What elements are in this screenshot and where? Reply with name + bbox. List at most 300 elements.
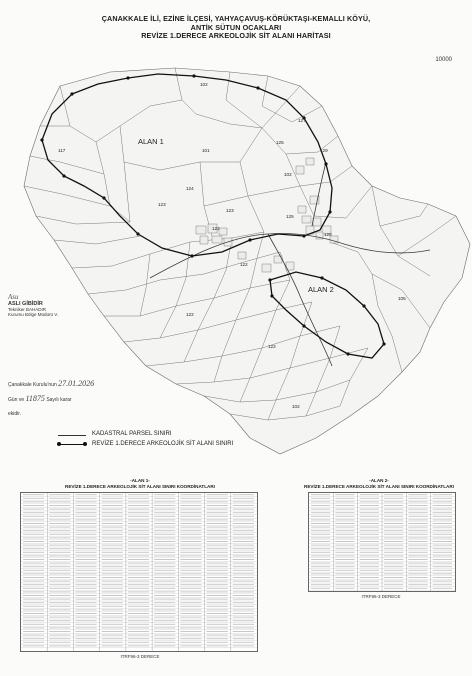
table-cell-text-placeholder [49,512,70,513]
table-cell-text-placeholder [102,627,123,628]
table-cell-text-placeholder [207,602,228,603]
table-cell-text-placeholder [207,494,228,495]
table-cell-text-placeholder [180,516,201,517]
table-cell-text-placeholder [23,530,44,531]
table-cell-text-placeholder [128,595,149,596]
table-cell-text-placeholder [384,548,403,549]
table-cell-text-placeholder [433,534,452,535]
legend-parcel-line-swatch [58,435,86,436]
table-cell-text-placeholder [75,545,96,546]
table-cell-text-placeholder [128,534,149,535]
table-cell-text-placeholder [180,581,201,582]
alan-1-table-title [40,478,240,490]
table-cell-text-placeholder [102,613,123,614]
table-cell-text-placeholder [75,512,96,513]
table-cell-text-placeholder [408,563,427,564]
table-cell-text-placeholder [311,563,330,564]
table-cell-text-placeholder [233,599,254,600]
parcel-number: 102 [284,172,292,177]
table-cell-text-placeholder [154,530,175,531]
table-cell-text-placeholder [207,559,228,560]
table-cell-text-placeholder [180,501,201,502]
table-cell-text-placeholder [102,494,123,495]
table-cell-text-placeholder [154,642,175,643]
table-cell-text-placeholder [384,505,403,506]
table-cell-text-placeholder [207,512,228,513]
table-cell-text-placeholder [360,509,379,510]
parcel-number: 125 [276,140,284,145]
table-cell-text-placeholder [433,545,452,546]
table-cell-text-placeholder [128,512,149,513]
table-cell-text-placeholder [360,537,379,538]
legend-parcel-label: KADASTRAL PARSEL SINIRI [92,431,172,437]
table-cell-text-placeholder [335,552,354,553]
table-cell-text-placeholder [23,624,44,625]
parcel-number: 129 [320,148,328,153]
table-cell-text-placeholder [23,613,44,614]
table-cell-text-placeholder [335,516,354,517]
table-cell-text-placeholder [233,505,254,506]
table-cell-text-placeholder [408,588,427,589]
table-cell-text-placeholder [102,591,123,592]
table-cell-text-placeholder [128,555,149,556]
table-cell-text-placeholder [49,534,70,535]
table-cell-text-placeholder [49,620,70,621]
table-cell-text-placeholder [23,523,44,524]
table-cell-text-placeholder [311,548,330,549]
table-cell-text-placeholder [384,519,403,520]
table-cell-text-placeholder [102,624,123,625]
table-cell-text-placeholder [408,534,427,535]
table-cell-text-placeholder [207,530,228,531]
approval-prefix: Çanakkale Kurulu'nun [8,382,57,388]
table-cell-text-placeholder [311,537,330,538]
table-cell-text-placeholder [207,645,228,646]
table-cell-text-placeholder [433,530,452,531]
sheet-title-line-3: REVİZE 1.DERECE ARKEOLOJİK SİT ALANI HARİTASI [141,31,331,40]
table-cell-text-placeholder [233,570,254,571]
table-cell-text-placeholder [154,581,175,582]
table-cell-text-placeholder [102,555,123,556]
parcel-number: 128 [324,232,332,237]
table-cell-text-placeholder [207,595,228,596]
table-cell-text-placeholder [408,541,427,542]
table-cell-text-placeholder [154,509,175,510]
table-cell-text-placeholder [207,620,228,621]
table-cell-text-placeholder [335,584,354,585]
table-cell-text-placeholder [207,570,228,571]
table-cell-text-placeholder [360,494,379,495]
alan-2-table-grid [309,493,455,591]
table-cell-text-placeholder [207,566,228,567]
area-label-alan-2: ALAN 2 [308,285,334,294]
table-cell-text-placeholder [75,530,96,531]
table-cell-text-placeholder [154,555,175,556]
table-cell-text-placeholder [384,566,403,567]
table-cell-text-placeholder [433,541,452,542]
table-cell-text-placeholder [128,505,149,506]
table-cell-text-placeholder [128,570,149,571]
table-cell-text-placeholder [433,555,452,556]
table-cell-text-placeholder [335,563,354,564]
table-cell-text-placeholder [335,541,354,542]
table-cell-text-placeholder [384,570,403,571]
table-cell-text-placeholder [102,552,123,553]
table-cell-text-placeholder [360,588,379,589]
table-cell-text-placeholder [23,635,44,636]
table-cell-text-placeholder [180,613,201,614]
table-cell-text-placeholder [128,527,149,528]
table-cell-text-placeholder [233,523,254,524]
table-cell-text-placeholder [154,534,175,535]
legend-item-parcel [58,431,378,441]
table-cell-text-placeholder [207,631,228,632]
table-cell-text-placeholder [408,577,427,578]
table-cell-text-placeholder [180,595,201,596]
table-cell-text-placeholder [433,563,452,564]
table-cell-text-placeholder [23,577,44,578]
table-cell-text-placeholder [384,552,403,553]
table-cell-text-placeholder [433,519,452,520]
parcel-number: 102 [200,82,208,87]
table-cell-text-placeholder [49,516,70,517]
table-cell-text-placeholder [102,609,123,610]
table-cell-text-placeholder [23,631,44,632]
table-cell-text-placeholder [433,588,452,589]
table-cell-text-placeholder [49,527,70,528]
table-cell-text-placeholder [384,501,403,502]
table-cell-text-placeholder [335,577,354,578]
table-cell-text-placeholder [311,494,330,495]
table-cell-text-placeholder [49,577,70,578]
table-cell-text-placeholder [335,509,354,510]
table-cell-text-placeholder [360,534,379,535]
parcel-number: 122 [212,226,220,231]
table-cell-text-placeholder [311,541,330,542]
table-cell-text-placeholder [75,501,96,502]
table-cell-text-placeholder [23,501,44,502]
table-cell-text-placeholder [360,566,379,567]
table-cell-text-placeholder [207,624,228,625]
table-cell-text-placeholder [180,530,201,531]
parcel-number: 123 [226,208,234,213]
table-cell-text-placeholder [408,584,427,585]
table-cell-text-placeholder [102,512,123,513]
table-cell-text-placeholder [128,537,149,538]
table-cell-text-placeholder [154,595,175,596]
table-cell-text-placeholder [102,537,123,538]
approval-decision-number: 11875 [25,394,45,403]
table-cell-text-placeholder [311,584,330,585]
table-cell-text-placeholder [207,555,228,556]
table-cell-text-placeholder [360,559,379,560]
table-cell-text-placeholder [207,527,228,528]
table-cell-text-placeholder [23,519,44,520]
table-cell-text-placeholder [233,530,254,531]
table-cell-text-placeholder [154,494,175,495]
table-cell-text-placeholder [207,635,228,636]
table-cell-text-placeholder [311,505,330,506]
table-cell-text-placeholder [433,552,452,553]
table-cell-text-placeholder [433,548,452,549]
table-cell-text-placeholder [49,498,70,499]
table-cell-text-placeholder [180,566,201,567]
table-cell-text-placeholder [408,516,427,517]
table-cell-text-placeholder [102,534,123,535]
map-legend [58,431,378,451]
table-cell-text-placeholder [75,519,96,520]
table-cell-text-placeholder [180,638,201,639]
table-cell-text-placeholder [233,563,254,564]
table-cell-text-placeholder [154,516,175,517]
table-cell-text-placeholder [233,635,254,636]
table-cell-text-placeholder [360,505,379,506]
table-cell-text-placeholder [128,631,149,632]
table-cell-text-placeholder [128,573,149,574]
table-cell-text-placeholder [207,627,228,628]
table-cell-text-placeholder [49,573,70,574]
parcel-number: 124 [186,186,194,191]
table-cell-text-placeholder [75,638,96,639]
table-cell-text-placeholder [335,559,354,560]
table-cell-text-placeholder [180,577,201,578]
table-cell-text-placeholder [75,613,96,614]
legend-boundary-label: REVİZE 1.DERECE ARKEOLOJİK SİT ALANI SINIRI [92,441,234,447]
table-cell-text-placeholder [75,555,96,556]
table-cell-text-placeholder [335,537,354,538]
table-cell-text-placeholder [207,573,228,574]
table-cell-text-placeholder [233,548,254,549]
table-cell-text-placeholder [408,512,427,513]
table-cell-text-placeholder [49,552,70,553]
table-cell-text-placeholder [311,501,330,502]
table-cell-text-placeholder [75,509,96,510]
table-cell-text-placeholder [128,591,149,592]
sheet-title-line-1: ÇANAKKALE İLİ, EZİNE İLÇESİ, YAHYAÇAVUŞ-KÖRÜKTAŞI-KEMALLI KÖYÜ, [101,14,371,23]
parcel-number: 123 [158,202,166,207]
table-cell-text-placeholder [23,617,44,618]
table-cell-text-placeholder [311,588,330,589]
table-cell-text-placeholder [335,519,354,520]
official-stamp [8,293,78,317]
table-cell-text-placeholder [335,505,354,506]
table-cell-text-placeholder [233,602,254,603]
table-cell-text-placeholder [128,624,149,625]
table-cell-text-placeholder [180,519,201,520]
table-cell-text-placeholder [49,617,70,618]
signatory-title: Tekniker BAHADIR [8,307,47,312]
table-cell-text-placeholder [433,573,452,574]
table-cell-text-placeholder [23,509,44,510]
table-cell-text-placeholder [384,573,403,574]
table-cell-text-placeholder [102,541,123,542]
table-cell-text-placeholder [207,591,228,592]
table-cell-text-placeholder [49,545,70,546]
table-cell-text-placeholder [75,494,96,495]
table-cell-text-placeholder [335,545,354,546]
table-cell-text-placeholder [433,559,452,560]
area-label-alan-1: ALAN 1 [138,137,164,146]
table-cell-text-placeholder [154,602,175,603]
alan-2-coordinate-table [308,492,456,592]
table-cell-text-placeholder [23,552,44,553]
table-cell-text-placeholder [233,642,254,643]
table-cell-text-placeholder [408,498,427,499]
table-cell-text-placeholder [154,498,175,499]
table-cell-text-placeholder [23,548,44,549]
signatory-office: Kurumu Bölge Müdürü V. [8,312,59,317]
table-cell-text-placeholder [154,638,175,639]
table-cell-text-placeholder [154,609,175,610]
table-cell-text-placeholder [233,613,254,614]
table-cell-text-placeholder [128,519,149,520]
table-cell-text-placeholder [49,523,70,524]
table-cell-text-placeholder [207,552,228,553]
table-cell-text-placeholder [102,548,123,549]
table-cell-text-placeholder [154,577,175,578]
table-cell-text-placeholder [128,627,149,628]
table-cell-text-placeholder [128,494,149,495]
table-cell-text-placeholder [75,595,96,596]
table-cell-text-placeholder [335,530,354,531]
table-cell-text-placeholder [102,563,123,564]
table-cell-text-placeholder [233,577,254,578]
table-cell-text-placeholder [180,591,201,592]
table-cell-text-placeholder [128,577,149,578]
table-cell-text-placeholder [75,566,96,567]
table-cell-text-placeholder [102,595,123,596]
table-cell-text-placeholder [180,555,201,556]
alan-2-table-title [294,478,464,490]
table-cell-text-placeholder [207,563,228,564]
parcel-number: 125 [286,214,294,219]
table-cell-text-placeholder [154,545,175,546]
table-cell-text-placeholder [360,501,379,502]
table-cell-text-placeholder [154,588,175,589]
table-cell-text-placeholder [433,570,452,571]
table-cell-text-placeholder [102,635,123,636]
table-cell-text-placeholder [75,516,96,517]
table-cell-text-placeholder [311,573,330,574]
table-cell-text-placeholder [102,527,123,528]
table-cell-text-placeholder [75,537,96,538]
table-cell-text-placeholder [335,566,354,567]
table-cell-text-placeholder [49,541,70,542]
table-cell-text-placeholder [311,566,330,567]
table-cell-text-placeholder [49,613,70,614]
table-cell-text-placeholder [49,624,70,625]
table-cell-text-placeholder [180,624,201,625]
table-cell-text-placeholder [128,620,149,621]
table-cell-text-placeholder [75,609,96,610]
table-cell-text-placeholder [23,584,44,585]
table-cell-text-placeholder [233,606,254,607]
table-cell-text-placeholder [75,563,96,564]
table-cell-text-placeholder [102,581,123,582]
table-cell-text-placeholder [102,620,123,621]
table-cell-text-placeholder [49,591,70,592]
table-cell-text-placeholder [75,573,96,574]
table-cell-text-placeholder [23,559,44,560]
table-cell-text-placeholder [408,581,427,582]
table-cell-text-placeholder [233,552,254,553]
table-cell-text-placeholder [311,516,330,517]
table-cell-text-placeholder [154,559,175,560]
table-cell-text-placeholder [433,527,452,528]
table-cell-text-placeholder [207,498,228,499]
table-cell-text-placeholder [335,534,354,535]
table-cell-text-placeholder [233,573,254,574]
table-cell-text-placeholder [154,537,175,538]
table-cell-text-placeholder [408,545,427,546]
table-cell-text-placeholder [102,501,123,502]
table-cell-text-placeholder [180,584,201,585]
table-cell-text-placeholder [384,512,403,513]
table-cell-text-placeholder [207,537,228,538]
table-cell-text-placeholder [128,498,149,499]
table-cell-text-placeholder [311,581,330,582]
map-scale: 10000 [435,57,452,63]
table-cell-text-placeholder [23,505,44,506]
table-cell-text-placeholder [360,563,379,564]
table-cell-text-placeholder [128,581,149,582]
table-cell-text-placeholder [49,537,70,538]
parcel-number: 102 [292,404,300,409]
parcel-number: 117 [58,148,66,153]
table-cell-text-placeholder [233,566,254,567]
table-cell-text-placeholder [154,523,175,524]
alan-1-coordinate-table [20,492,258,652]
table-cell-text-placeholder [233,512,254,513]
table-cell-text-placeholder [49,566,70,567]
table-cell-text-placeholder [207,609,228,610]
table-cell-text-placeholder [128,566,149,567]
table-cell-text-placeholder [49,635,70,636]
table-cell-text-placeholder [49,570,70,571]
table-cell-text-placeholder [49,509,70,510]
table-cell-text-placeholder [154,606,175,607]
table-cell-text-placeholder [180,505,201,506]
table-cell-text-placeholder [233,631,254,632]
table-cell-text-placeholder [23,516,44,517]
table-cell-text-placeholder [128,541,149,542]
table-cell-text-placeholder [49,584,70,585]
signature: Asu [8,293,19,301]
table-cell-text-placeholder [360,541,379,542]
table-cell-text-placeholder [207,516,228,517]
table-cell-text-placeholder [408,509,427,510]
approval-day-label: Gün ve [8,397,25,403]
table-cell-text-placeholder [207,577,228,578]
table-cell-text-placeholder [233,516,254,517]
parcel-number: 122 [186,312,194,317]
table-cell-text-placeholder [49,581,70,582]
table-cell-text-placeholder [128,559,149,560]
approval-date: 27.01.2026 [58,379,95,388]
table-cell-text-placeholder [233,581,254,582]
table-cell-text-placeholder [180,559,201,560]
table-cell-text-placeholder [154,613,175,614]
table-cell-text-placeholder [75,588,96,589]
table-cell-text-placeholder [49,642,70,643]
table-cell-text-placeholder [233,620,254,621]
table-cell-text-placeholder [335,573,354,574]
table-cell-text-placeholder [180,642,201,643]
table-cell-text-placeholder [180,541,201,542]
table-cell-text-placeholder [23,527,44,528]
table-cell-text-placeholder [233,541,254,542]
table-cell-text-placeholder [128,638,149,639]
